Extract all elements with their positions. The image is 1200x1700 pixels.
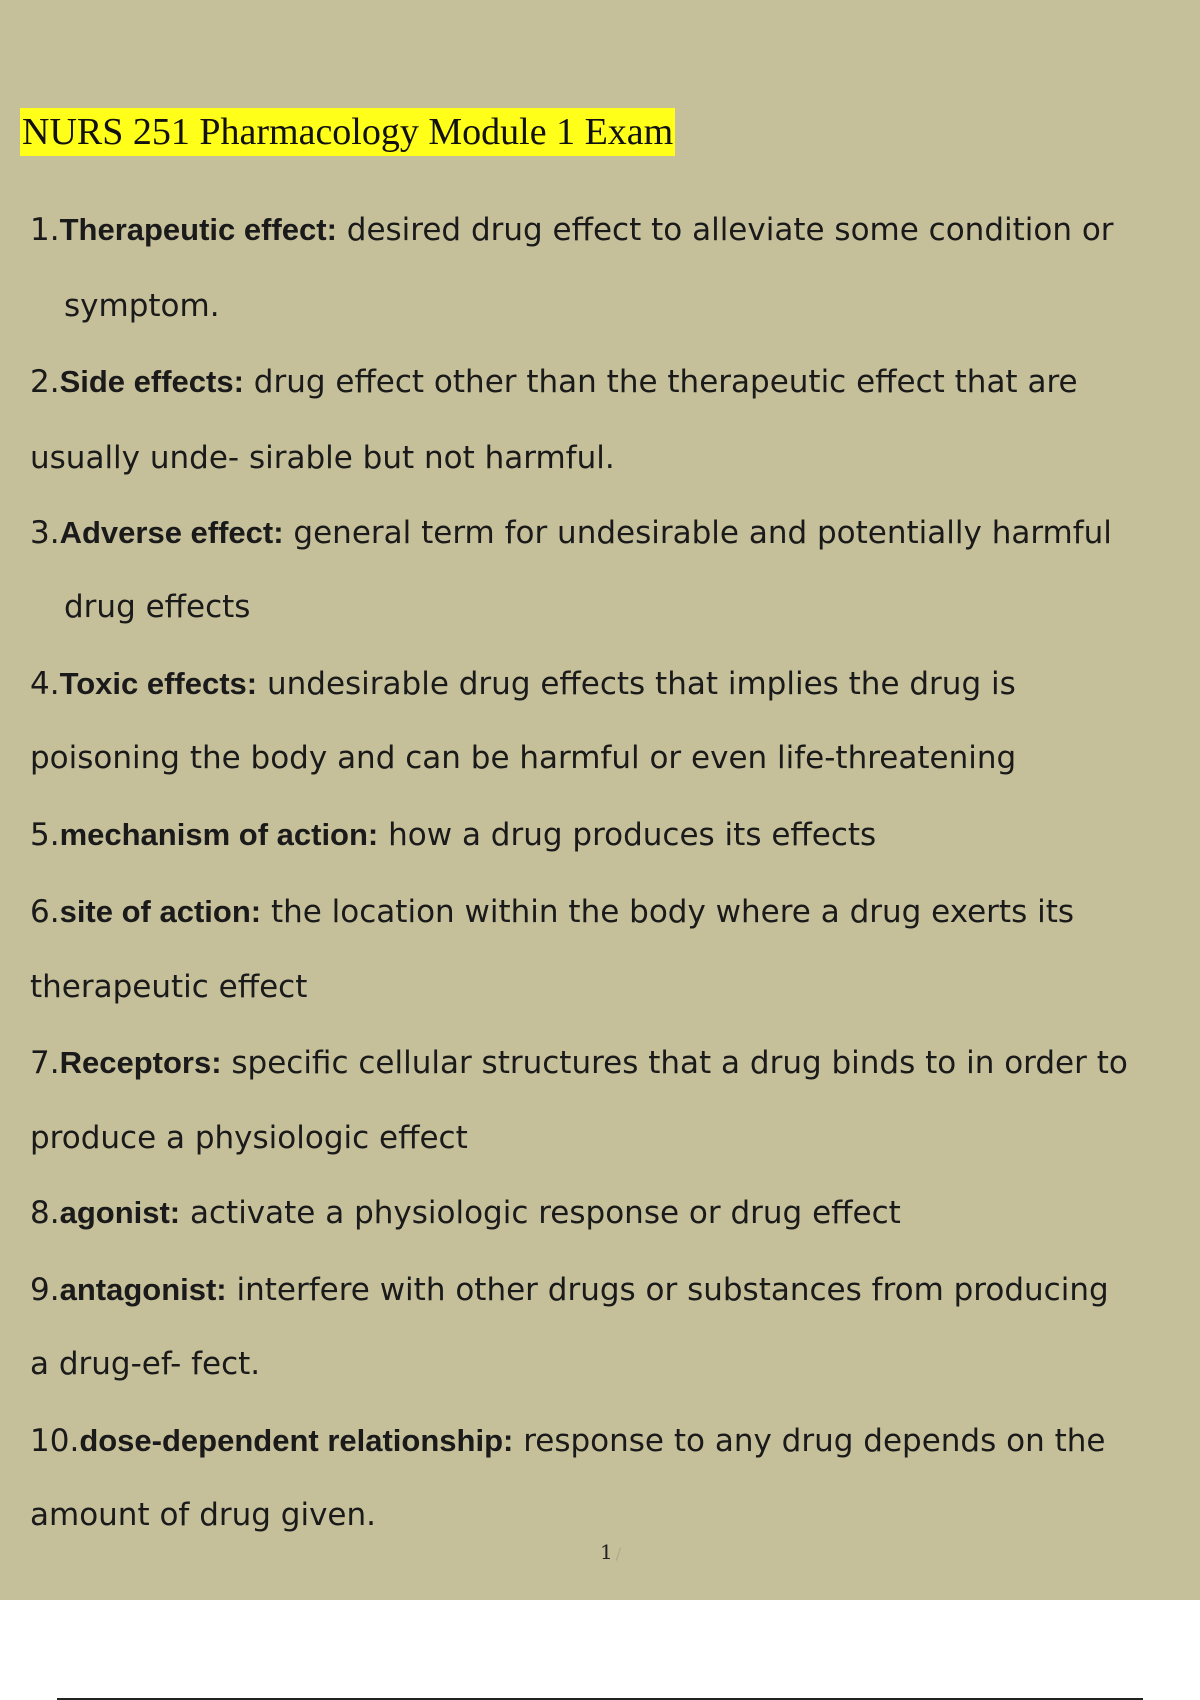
- item-term: site of action:: [59, 894, 262, 929]
- list-item: [30, 892, 1190, 932]
- item-number: 1.: [30, 212, 60, 248]
- item-number: 9.: [30, 1272, 60, 1308]
- item-term: agonist:: [59, 1195, 181, 1230]
- list-item: [30, 1270, 1190, 1310]
- item-number: 8.: [30, 1195, 60, 1231]
- item-number: 2.: [30, 364, 60, 400]
- item-term: Adverse effect:: [59, 515, 284, 550]
- item-term: dose-dependent relationship:: [79, 1423, 514, 1458]
- item-definition: how a drug produces its effects: [378, 817, 877, 853]
- item-definition: response to any drug depends on the: [513, 1423, 1106, 1459]
- list-item: [30, 664, 1190, 704]
- item-term: Therapeutic effect:: [59, 212, 337, 247]
- item-continuation: drug effects: [64, 589, 251, 625]
- item-term: Receptors:: [59, 1045, 222, 1080]
- item-term: Side effects:: [59, 364, 244, 399]
- item-number: 6.: [30, 894, 60, 930]
- item-definition: general term for undesirable and potentially harmful: [283, 515, 1112, 551]
- item-continuation: amount of drug given.: [30, 1497, 377, 1533]
- item-continuation: poisoning the body and can be harmful or even life-threatening: [30, 740, 1017, 776]
- item-term: antagonist:: [59, 1272, 227, 1307]
- list-item: [30, 815, 1190, 855]
- list-item: [30, 513, 1190, 553]
- list-item: [30, 1193, 1190, 1233]
- item-continuation: symptom.: [64, 288, 220, 324]
- page-number-value: 1: [600, 1540, 613, 1564]
- page-number: [600, 1540, 621, 1564]
- item-definition: specific cellular structures that a drug binds to in order to: [221, 1045, 1128, 1081]
- item-definition: desired drug effect to alleviate some condition or: [336, 212, 1114, 248]
- item-definition: the location within the body where a drug exerts its: [261, 894, 1074, 930]
- item-term: mechanism of action:: [59, 817, 379, 852]
- item-number: 5.: [30, 817, 60, 853]
- item-number: 7.: [30, 1045, 60, 1081]
- item-number: 4.: [30, 666, 60, 702]
- document-title: NURS 251 Pharmacology Module 1 Exam: [20, 108, 675, 156]
- item-number: 3.: [30, 515, 60, 551]
- item-definition: activate a physiologic response or drug effect: [180, 1195, 901, 1231]
- list-item: [30, 362, 1190, 402]
- page-number-slash: /: [615, 1544, 622, 1563]
- item-continuation: a drug-ef- fect.: [30, 1346, 261, 1382]
- item-definition: undesirable drug effects that implies the drug is: [257, 666, 1016, 702]
- item-continuation: usually unde- sirable but not harmful.: [30, 440, 615, 476]
- item-definition: drug effect other than the therapeutic effect that are: [243, 364, 1078, 400]
- item-term: Toxic effects:: [59, 666, 258, 701]
- list-item: [30, 1043, 1190, 1083]
- list-item: [30, 1421, 1190, 1461]
- item-continuation: therapeutic effect: [30, 969, 308, 1005]
- item-definition: interfere with other drugs or substances from producing: [226, 1272, 1109, 1308]
- item-continuation: produce a physiologic effect: [30, 1120, 468, 1156]
- list-item: [30, 210, 1190, 250]
- item-number: 10.: [30, 1423, 80, 1459]
